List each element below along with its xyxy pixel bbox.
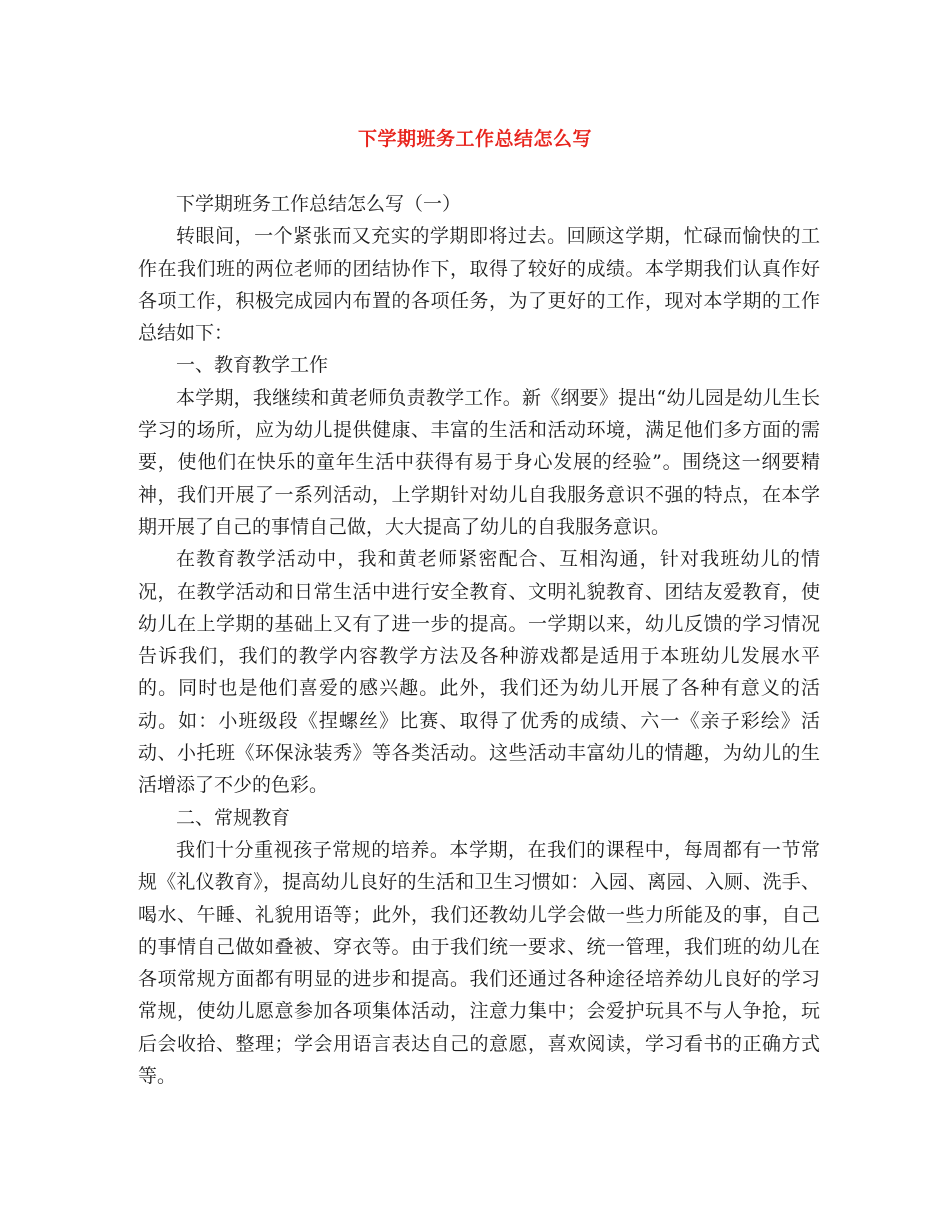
intro-paragraph: 转眼间，一个紧张而又充实的学期即将过去。回顾这学期，忙碌而愉快的工作在我们班的两位老师的团结协作下，取得了较好的成绩。本学期我们认真作好各项工作，积极完成园内布置的各项任务，为了更好的工作，现对本学期的工作总结如下：	[138, 225, 820, 345]
document-title: 下学期班务工作总结怎么写	[357, 128, 592, 150]
section-heading-teaching: 一、教育教学工作	[176, 354, 329, 377]
section-heading-routine: 二、常规教育	[176, 806, 291, 829]
routine-paragraph: 我们十分重视孩子常规的培养。本学期，在我们的课程中，每周都有一节常规《礼仪教育》，提高幼儿良好的生活和卫生习惯如：入园、离园、入厕、洗手、喝水、午睡、礼貌用语等；此外，我们还教幼儿学会做一些力所能及的事，自己的事情自己做如叠被、穿衣等。由于我们统一要求、统一管理，我们班的幼儿在各项常规方面都有明显的进步和提高。我们还通过各种途径培养幼儿良好的学习常规，使幼儿愿意参加各项集体活动，注意力集中；会爱护玩具不与人争抢，玩后会收拾、整理；学会用语言表达自己的意愿，喜欢阅读，学习看书的正确方式等。	[138, 838, 820, 1088]
document-body	[138, 188, 820, 1092]
teaching-paragraph-1: 本学期，我继续和黄老师负责教学工作。新《纲要》提出“幼儿园是幼儿生长学习的场所，应为幼儿提供健康、丰富的生活和活动环境，满足他们多方面的需要，使他们在快乐的童年生活中获得有易于身心发展的经验”。围绕这一纲要精神，我们开展了一系列活动，上学期针对幼儿自我服务意识不强的特点，在本学期开展了自己的事情自己做，大大提高了幼儿的自我服务意识。	[138, 386, 820, 538]
section-subtitle: 下学期班务工作总结怎么写（一）	[176, 193, 462, 215]
teaching-paragraph-2: 在教育教学活动中，我和黄老师紧密配合、互相沟通，针对我班幼儿的情况，在教学活动和日常生活中进行安全教育、文明礼貌教育、团结友爱教育，使幼儿在上学期的基础上又有了进一步的提高。一学期以来，幼儿反馈的学习情况告诉我们，我们的教学内容教学方法及各种游戏都是适用于本班幼儿发展水平的。同时也是他们喜爱的感兴趣。此外，我们还为幼儿开展了各种有意义的活动。如：小班级段《捏螺丝》比赛、取得了优秀的成绩、六一《亲子彩绘》活动、小托班《环保泳装秀》等各类活动。这些活动丰富幼儿的情趣，为幼儿的生活增添了不少的色彩。	[138, 548, 820, 797]
